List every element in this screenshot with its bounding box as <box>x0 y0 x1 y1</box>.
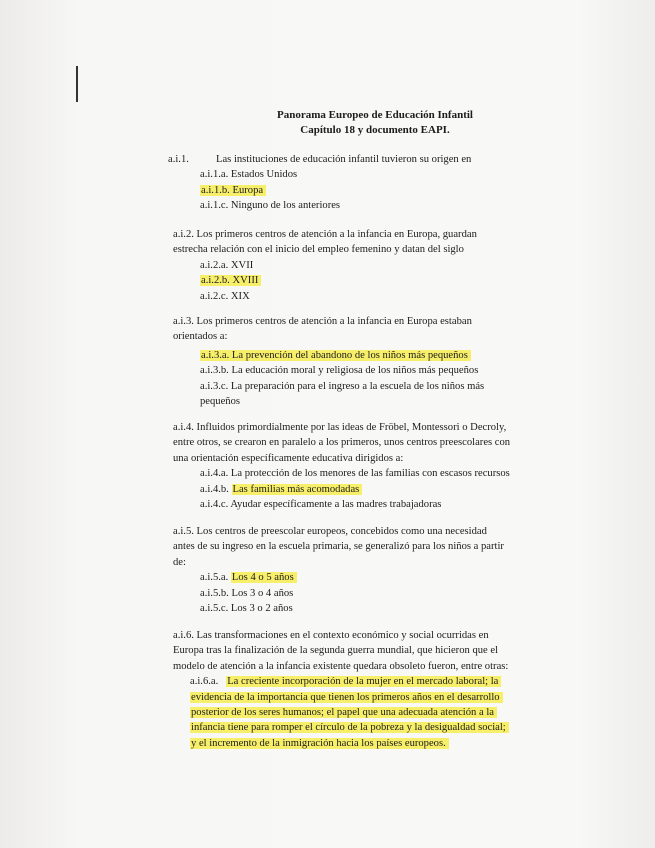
highlighted-answer: Los 4 o 5 años <box>231 572 297 583</box>
question-text: Europa tras la finalización de la segunda guerra mundial, que hicieron que el <box>173 645 499 657</box>
question-1 <box>168 152 471 214</box>
option-b <box>168 183 471 198</box>
option-text: La preparación para el ingreso a la escuela de los niños más <box>230 380 485 392</box>
question-text: una orientación específicamente educativa dirigidos a: <box>173 452 404 464</box>
question-label: a.i.5. <box>173 526 194 537</box>
question-text: Las instituciones de educación infantil tuvieron su origen en <box>216 154 472 165</box>
option-c <box>173 497 510 512</box>
option-label: a.i.1.c. <box>200 200 229 212</box>
option-c-continuation: pequeños <box>200 396 241 408</box>
option-text: Ninguno de los anteriores <box>230 200 341 212</box>
highlighted-answer: y el incremento de la inmigración hacia los países europeos. <box>190 738 449 749</box>
question-label: a.i.6. <box>173 630 194 641</box>
option-label: a.i.4.b. <box>200 483 229 495</box>
document-header <box>230 108 520 138</box>
option-label: a.i.2.a. <box>200 259 229 271</box>
question-text: modelo de atención a la infancia existente quedara obsoleto fueron, entre otras: <box>173 660 509 672</box>
option-label: a.i.3.b. <box>200 365 229 377</box>
question-text: Las transformaciones en el contexto económico y social ocurridas en <box>196 630 489 641</box>
option-text: Los 3 o 2 años <box>230 603 293 615</box>
question-text: Los primeros centros de atención a la infancia en Europa, guardan <box>196 229 477 240</box>
question-label: a.i.4. <box>173 422 194 433</box>
option-c <box>173 379 484 394</box>
option-a <box>173 466 510 481</box>
option-a <box>173 570 504 585</box>
option-c <box>173 601 504 616</box>
option-label: a.i.3.a. <box>201 349 230 361</box>
highlighted-answer <box>200 275 261 286</box>
highlighted-answer: La creciente incorporación de la mujer en el mercado laboral; la <box>226 676 501 687</box>
option-text: Ayudar específicamente a las madres trabajadoras <box>230 499 442 511</box>
option-label: a.i.4.a. <box>200 468 229 480</box>
highlighted-answer <box>200 350 471 361</box>
scan-mark <box>76 66 78 102</box>
question-label: a.i.3. <box>173 316 194 327</box>
option-c <box>173 289 477 304</box>
option-text: XIX <box>230 290 250 302</box>
option-text: XVII <box>230 259 254 271</box>
highlighted-answer: Las familias más acomodadas <box>232 484 363 495</box>
question-2 <box>173 227 477 304</box>
question-text: Los primeros centros de atención a la infancia en Europa estaban <box>196 316 472 327</box>
document-subtitle: Capítulo 18 y documento EAPI. <box>300 124 450 136</box>
option-label: a.i.2.b. <box>201 275 230 287</box>
question-text: Influidos primordialmente por las ideas de Fröbel, Montessori o Decroly, <box>196 422 507 433</box>
question-text: Los centros de preescolar europeos, concebidos como una necesidad <box>196 526 487 537</box>
option-label: a.i.6.a. <box>190 676 219 688</box>
option-label: a.i.3.c. <box>200 380 229 392</box>
highlighted-answer: posterior de los seres humanos; el papel que una adecuada atención a la <box>190 707 497 718</box>
highlighted-answer: infancia tiene para romper el círculo de la pobreza y la desigualdad social; <box>190 722 509 733</box>
option-label: a.i.4.c. <box>200 499 229 511</box>
option-text: La prevención del abandono de los niños más pequeños <box>231 349 468 361</box>
option-label: a.i.5.c. <box>200 603 229 615</box>
question-text: orientados a: <box>173 331 228 343</box>
option-text: La educación moral y religiosa de los niños más pequeños <box>231 365 479 377</box>
option-a <box>173 258 477 273</box>
option-c <box>168 198 471 213</box>
option-text: Los 3 o 4 años <box>231 587 294 599</box>
option-a <box>173 674 509 751</box>
question-label: a.i.1. <box>168 154 189 165</box>
option-label: a.i.5.a. <box>200 572 229 584</box>
option-label: a.i.1.a. <box>200 169 229 181</box>
highlighted-answer: evidencia de la importancia que tienen los primeros años en el desarrollo <box>190 692 503 703</box>
option-b <box>173 482 510 497</box>
question-text: entre otros, se crearon en paralelo a los primeros, unos centros preescolares con <box>173 437 511 449</box>
option-label: a.i.2.c. <box>200 290 229 302</box>
option-b <box>173 273 477 288</box>
question-3 <box>173 314 484 409</box>
highlighted-answer <box>200 185 266 196</box>
question-text: estrecha relación con el inicio del empleo femenino y datan del siglo <box>173 244 464 256</box>
option-b <box>173 586 504 601</box>
option-text: Estados Unidos <box>230 169 298 181</box>
question-text: de: <box>173 556 186 568</box>
option-label: a.i.1.b. <box>201 184 230 196</box>
question-5 <box>173 524 504 616</box>
document-title: Panorama Europeo de Educación Infantil <box>277 109 473 121</box>
option-a <box>173 348 484 363</box>
option-text: La protección de los menores de las familias con escasos recursos <box>230 468 510 480</box>
option-a <box>168 167 471 182</box>
question-4 <box>173 420 510 512</box>
option-b <box>173 363 484 378</box>
option-label: a.i.5.b. <box>200 587 229 599</box>
question-text: antes de su ingreso en la escuela primaria, se generalizó para los niños a partir <box>173 541 504 553</box>
question-6 <box>173 628 509 751</box>
question-label: a.i.2. <box>173 229 194 240</box>
option-text: Europa <box>232 184 264 196</box>
option-text: XVIII <box>232 275 259 287</box>
